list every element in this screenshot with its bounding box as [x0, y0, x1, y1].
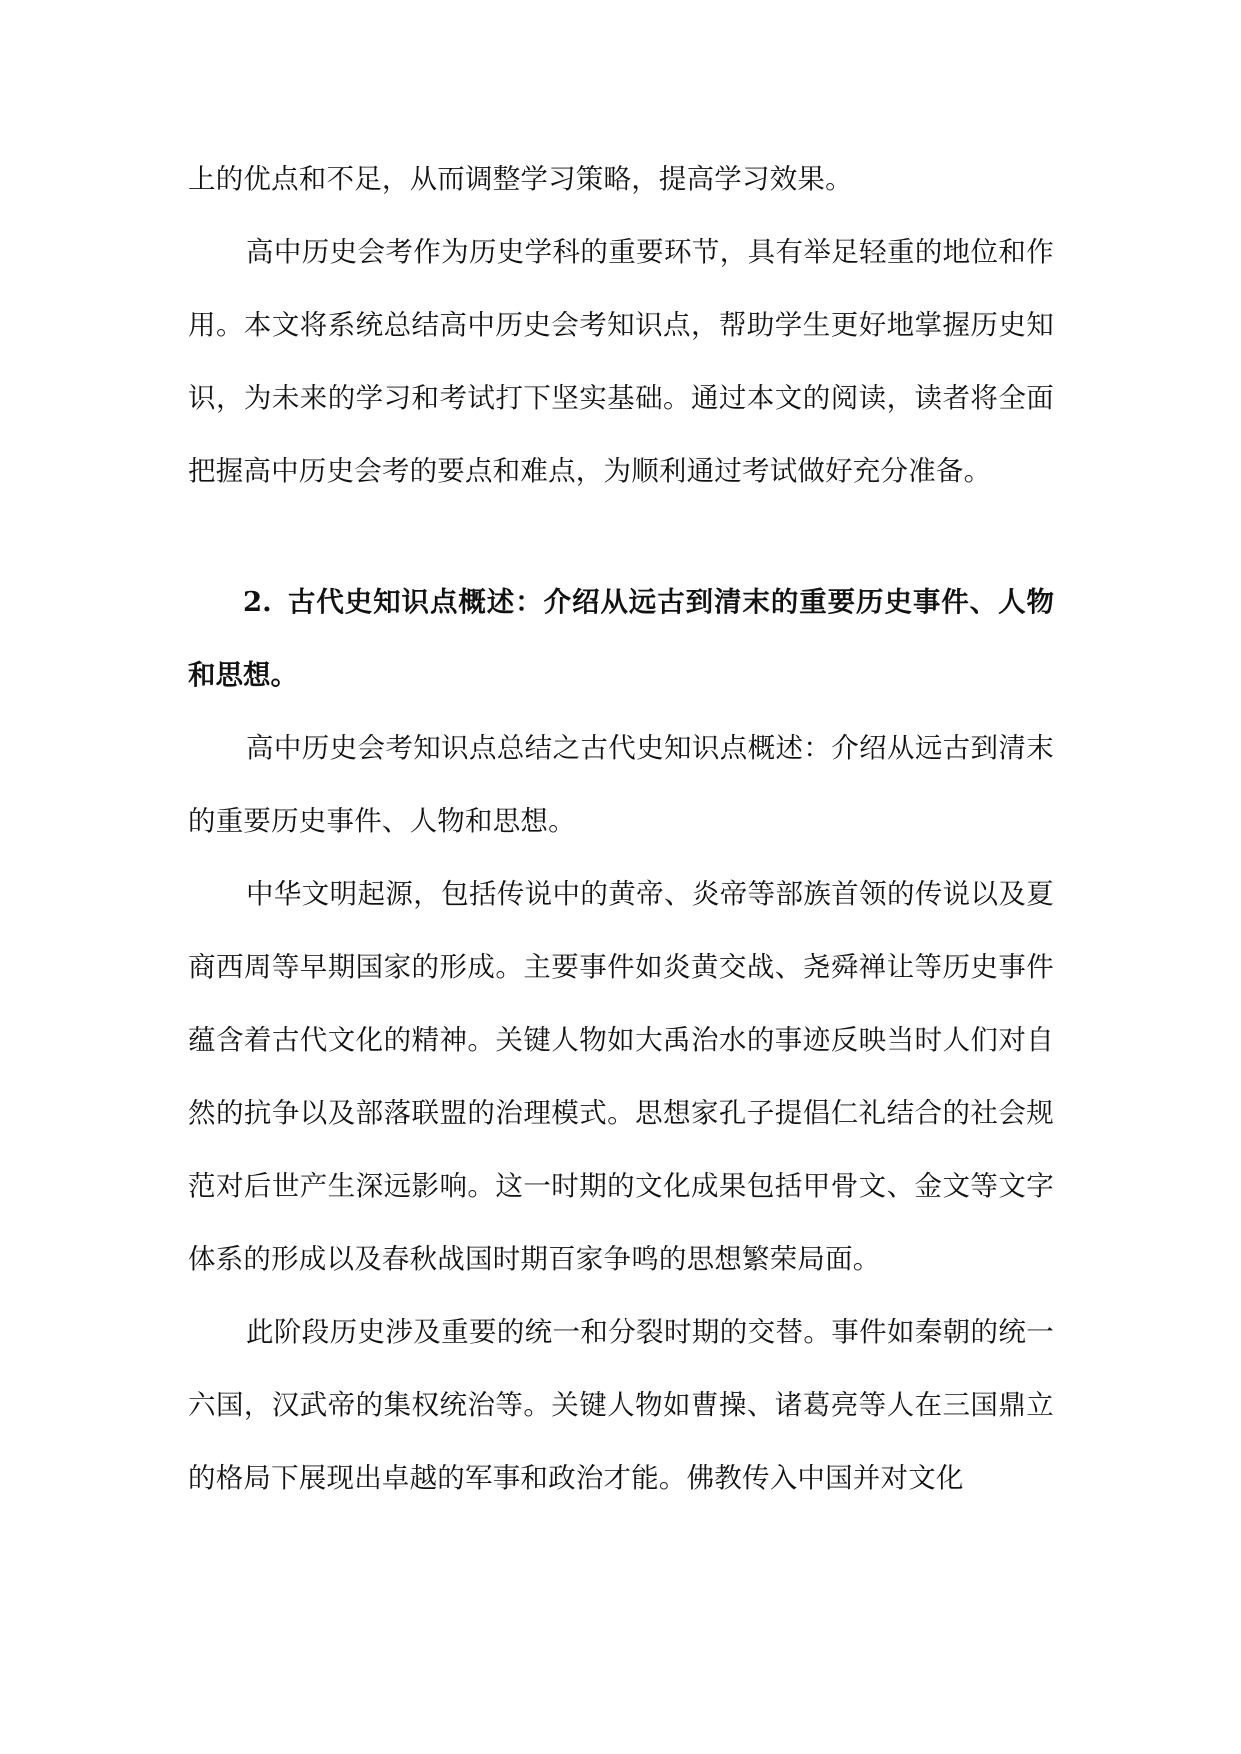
- document-body: [188, 143, 1054, 1515]
- section-number: 2.: [243, 586, 272, 618]
- paragraph-unification-division: 此阶段历史涉及重要的统一和分裂时期的交替。事件如秦朝的统一六国，汉武帝的集权统治等。关键人物如曹操、诸葛亮等人在三国鼎立的格局下展现出卓越的军事和政治才能。佛教传入中国并对文化: [188, 1316, 1054, 1494]
- section-heading: [188, 566, 1054, 712]
- paragraph-continuation: 上的优点和不足，从而调整学习策略，提高学习效果。: [188, 163, 853, 195]
- paragraph-intro-summary: 高中历史会考作为历史学科的重要环节，具有举足轻重的地位和作用。本文将系统总结高中历史会考知识点，帮助学生更好地掌握历史知识，为未来的学习和考试打下坚实基础。通过本文的阅读，读者将全面把握高中历史会考的要点和难点，为顺利通过考试做好充分准备。: [188, 236, 1054, 487]
- paragraph-section-overview: 高中历史会考知识点总结之古代史知识点概述：介绍从远古到清末的重要历史事件、人物和思想。: [188, 732, 1054, 837]
- paragraph-civilization-origin: 中华文明起源，包括传说中的黄帝、炎帝等部族首领的传说以及夏商西周等早期国家的形成。主要事件如炎黄交战、尧舜禅让等历史事件蕴含着古代文化的精神。关键人物如大禹治水的事迹反映当时人们对自然的抗争以及部落联盟的治理模式。思想家孔子提倡仁礼结合的社会规范对后世产生深远影响。这一时期的文化成果包括甲骨文、金文等文字体系的形成以及春秋战国时期百家争鸣的思想繁荣局面。: [188, 878, 1054, 1275]
- section-heading-text: 古代史知识点概述：介绍从远古到清末的重要历史事件、人物和思想。: [188, 586, 1054, 691]
